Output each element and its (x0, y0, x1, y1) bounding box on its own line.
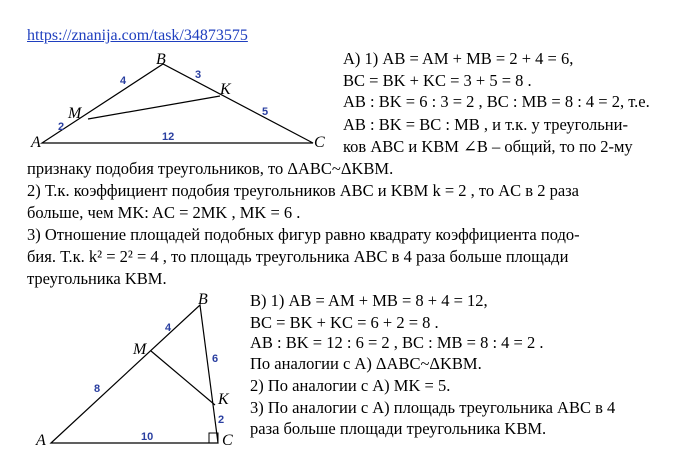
source-url-link[interactable]: https://znanija.com/task/34873575 (27, 27, 248, 44)
t2-side-ac: 10 (141, 431, 154, 443)
triangle-2-outline (51, 305, 218, 443)
t1-side-am: 2 (58, 121, 65, 133)
t2-side-mb: 4 (165, 322, 172, 334)
part-a-line-10: бия. Т.к. k² = 2² = 4 , то площадь треугольника ABC в 4 раза больше площади (27, 247, 569, 266)
t2-vertex-c: C (222, 432, 233, 449)
t2-vertex-m: M (133, 341, 147, 358)
part-a-line-11: треугольника KBM. (27, 269, 167, 288)
t2-vertex-a: A (36, 432, 46, 449)
t1-side-mb: 4 (120, 75, 127, 87)
part-b-line-4: По аналогии с А) ΔABC~ΔKBM. (250, 354, 482, 373)
part-a-line-1: А) 1) AB = AM + MB = 2 + 4 = 6, (343, 49, 574, 68)
t1-vertex-a: A (31, 134, 41, 151)
t2-side-am: 8 (94, 383, 101, 395)
triangle-1-figure (30, 51, 325, 151)
part-a-line-5: ков ABC и KBM ∠B – общий, то по 2-му (343, 137, 633, 156)
t1-side-ac: 12 (162, 131, 175, 143)
part-a-line-4: AB : BK = BC : MB , и т.к. у треугольни- (343, 115, 628, 134)
part-b-line-3: AB : BK = 12 : 6 = 2 , BC : MB = 8 : 4 = 2 . (250, 333, 544, 352)
part-a-line-7: 2) Т.к. коэффициент подобия треугольников ABC и KBM k = 2 , то AC в 2 раза (27, 181, 580, 200)
t2-vertex-k: K (218, 391, 229, 408)
t1-vertex-m: M (68, 105, 82, 122)
segment-mk-2 (151, 351, 215, 405)
t2-vertex-b: B (198, 291, 208, 308)
part-b-line-5: 2) По аналогии с А) MK = 5. (250, 376, 451, 395)
part-b-line-1: В) 1) AB = AM + MB = 8 + 4 = 12, (250, 291, 488, 310)
part-a-line-9: 3) Отношение площадей подобных фигур равно квадрату коэффициента подо- (27, 225, 580, 244)
part-a-line-8: больше, чем MK: AC = 2MK , MK = 6 . (27, 203, 301, 222)
t1-vertex-k: K (220, 81, 231, 98)
t1-side-kc: 5 (262, 106, 269, 118)
part-b-line-2: BC = BK + KC = 6 + 2 = 8 . (250, 313, 439, 332)
part-b-line-7: раза больше площади треугольника KBM. (250, 419, 547, 438)
t1-side-bk: 3 (195, 69, 202, 81)
t2-side-bk: 6 (212, 353, 219, 365)
part-a-line-2: BC = BK + KC = 3 + 5 = 8 . (343, 71, 532, 90)
triangle-2-figure (35, 291, 233, 449)
part-b-line-6: 3) По аналогии с А) площадь треугольника ABC в 4 (250, 398, 616, 417)
part-a-line-3: AB : BK = 6 : 3 = 2 , BC : MB = 8 : 4 = 2, т.е. (343, 92, 650, 111)
t2-side-kc: 2 (218, 414, 225, 426)
t1-vertex-b: B (156, 51, 166, 68)
part-a-line-6: признаку подобия треугольников, то ΔABC~ΔKBM. (27, 159, 394, 178)
t1-vertex-c: C (314, 134, 325, 151)
